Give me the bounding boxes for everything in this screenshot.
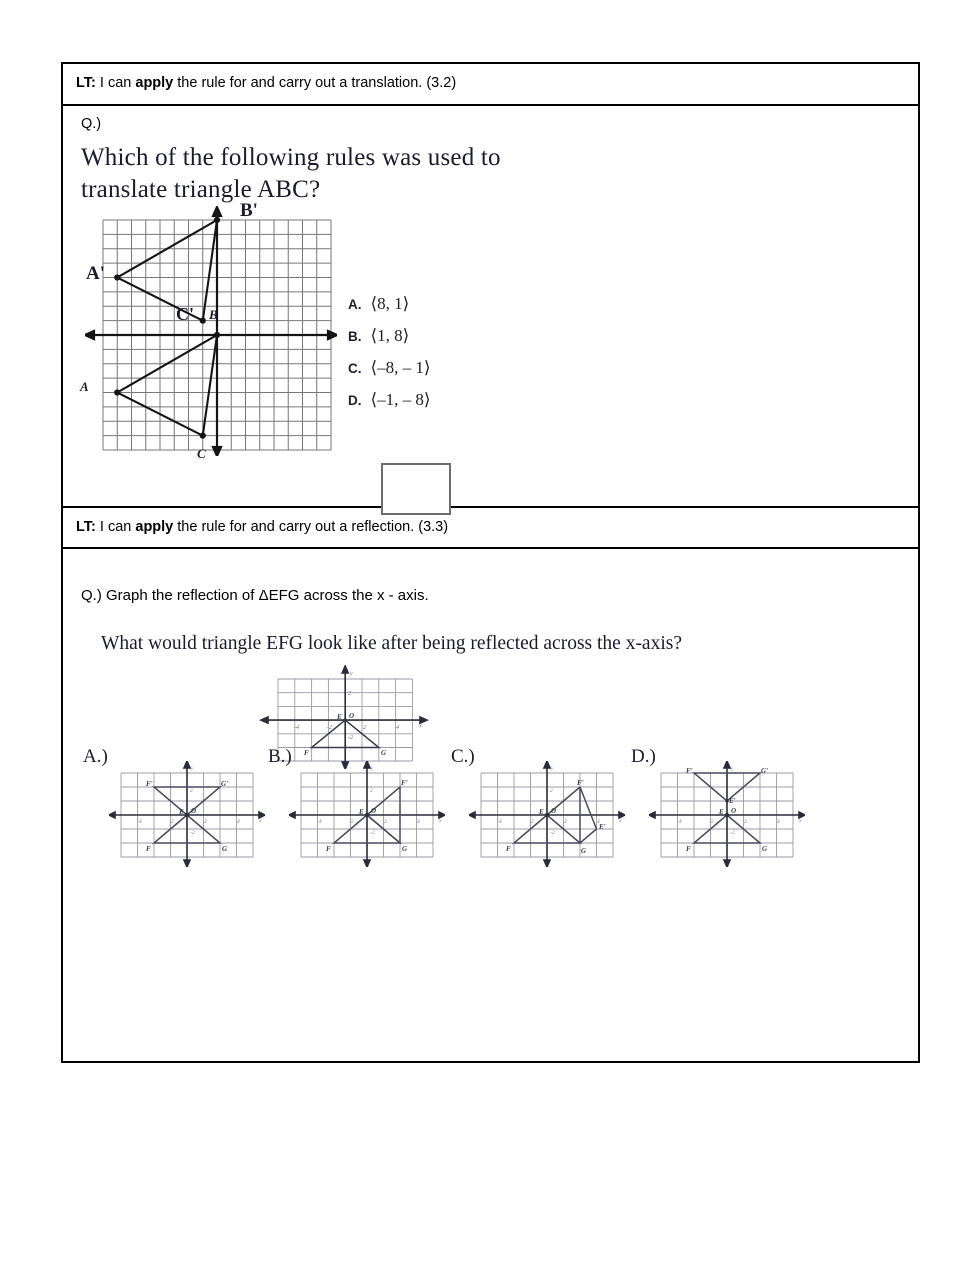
graph-label-c-prime: C' [176, 303, 194, 324]
svg-text:-2: -2 [349, 819, 354, 826]
svg-text:2: 2 [348, 691, 351, 698]
svg-text:4: 4 [597, 819, 600, 826]
option-b-label: B.) [268, 746, 292, 768]
svg-text:G: G [762, 845, 768, 854]
svg-text:-2: -2 [529, 819, 534, 826]
svg-text:2: 2 [744, 819, 747, 826]
translation-answer-box[interactable] [381, 463, 451, 515]
graph-label-a-prime: A' [86, 262, 105, 284]
svg-text:4: 4 [417, 819, 420, 826]
choice-a-value: ⟨8, 1⟩ [370, 293, 410, 313]
svg-text:2: 2 [190, 788, 193, 795]
graph-label-c: C [197, 445, 206, 461]
svg-text:-2: -2 [348, 735, 353, 742]
svg-text:E': E' [599, 823, 606, 832]
svg-text:x: x [799, 818, 802, 825]
svg-text:-2: -2 [169, 819, 174, 826]
svg-text:y: y [371, 766, 374, 773]
reflection-question-stem: What would triangle EFG look like after being reflected across the x-axis? [101, 633, 683, 655]
svg-text:F: F [146, 845, 151, 854]
svg-text:2: 2 [564, 819, 567, 826]
svg-text:F: F [304, 749, 309, 758]
choice-c-letter: C. [348, 360, 362, 376]
svg-text:O: O [191, 807, 197, 816]
reflection-question-text: Q.) Graph the reflection of ΔEFG across the x - axis. [81, 587, 429, 605]
learning-target-translation [63, 64, 918, 106]
svg-text:-2: -2 [370, 830, 375, 837]
svg-text:F: F [326, 845, 331, 854]
svg-text:G': G' [761, 767, 768, 776]
choice-d-letter: D. [348, 392, 362, 408]
svg-text:O: O [371, 807, 377, 816]
svg-text:-2: -2 [190, 830, 195, 837]
svg-text:E: E [539, 808, 544, 817]
svg-text:2: 2 [384, 819, 387, 826]
translation-coordinate-graph [85, 206, 337, 456]
graph-label-b: B [209, 306, 218, 322]
svg-text:G: G [381, 749, 387, 758]
svg-text:2: 2 [550, 788, 553, 795]
reflection-option-a-graph[interactable] [109, 761, 265, 867]
svg-text:x: x [259, 818, 262, 825]
svg-text:G: G [581, 847, 587, 856]
svg-text:G: G [402, 845, 408, 854]
option-a-label: A.) [83, 746, 108, 768]
svg-text:O: O [349, 712, 355, 721]
lt-text-before-2: I can [95, 518, 136, 535]
svg-text:-4: -4 [294, 725, 299, 732]
svg-text:F': F' [577, 779, 584, 788]
svg-text:2: 2 [363, 725, 366, 732]
svg-text:F: F [506, 845, 511, 854]
lt-text-after: the rule for and carry out a translation. (3.2) [173, 75, 457, 91]
svg-text:F': F' [401, 779, 408, 788]
choice-c-value: ⟨–8, – 1⟩ [370, 357, 431, 377]
svg-text:2: 2 [370, 788, 373, 795]
svg-text:E': E' [729, 797, 736, 806]
svg-text:F: F [686, 845, 691, 854]
translation-answer-choices [348, 294, 431, 422]
svg-text:O: O [551, 807, 557, 816]
svg-text:y: y [551, 766, 554, 773]
choice-a[interactable] [348, 294, 431, 314]
svg-text:-2: -2 [709, 819, 714, 826]
svg-text:E: E [359, 808, 364, 817]
choice-d[interactable] [348, 390, 431, 410]
lt-tag: LT: [76, 75, 96, 91]
graph-label-a: A [80, 378, 89, 394]
svg-text:F': F' [146, 780, 153, 789]
choice-d-value: ⟨–1, – 8⟩ [370, 389, 431, 409]
learning-target-reflection [63, 508, 918, 550]
svg-text:2: 2 [204, 819, 207, 826]
svg-text:-4: -4 [137, 819, 142, 826]
svg-text:4: 4 [777, 819, 780, 826]
svg-text:x: x [619, 818, 622, 825]
option-d-label: D.) [631, 746, 656, 768]
svg-text:G: G [222, 845, 228, 854]
svg-text:-2: -2 [327, 725, 332, 732]
lt-keyword-2: apply [135, 518, 174, 535]
translation-question-body [63, 106, 918, 508]
svg-text:4: 4 [237, 819, 240, 826]
svg-text:E: E [719, 808, 724, 817]
reflection-option-c-graph[interactable] [469, 761, 625, 867]
svg-text:-4: -4 [677, 819, 682, 826]
svg-text:O: O [731, 807, 737, 816]
option-c-label: C.) [451, 746, 475, 768]
lt-keyword: apply [135, 75, 174, 91]
svg-text:E: E [179, 808, 184, 817]
choice-c[interactable] [348, 358, 431, 378]
svg-text:4: 4 [396, 725, 399, 732]
svg-text:y: y [191, 766, 194, 773]
worksheet-table [61, 62, 920, 1063]
question-marker-translation: Q.) [81, 115, 102, 132]
lt-text-before: I can [95, 75, 136, 91]
svg-text:x: x [439, 818, 442, 825]
reflection-question-body [63, 549, 918, 1061]
reflection-option-b-graph[interactable] [289, 761, 445, 867]
lt-tag-2: LT: [76, 518, 96, 535]
choice-a-letter: A. [348, 296, 362, 312]
graph-label-b-prime: B' [240, 199, 258, 221]
translation-question-stem: Which of the following rules was used to translate triangle ABC? [81, 143, 501, 203]
svg-text:-4: -4 [497, 819, 502, 826]
svg-text:F': F' [686, 767, 693, 776]
svg-text:-4: -4 [317, 819, 322, 826]
svg-text:x: x [419, 723, 422, 730]
reflection-option-d-graph[interactable] [649, 761, 805, 867]
choice-b-value: ⟨1, 8⟩ [370, 325, 410, 345]
choice-b[interactable] [348, 326, 431, 346]
svg-text:-2: -2 [550, 830, 555, 837]
svg-text:E: E [337, 713, 342, 722]
svg-text:y: y [350, 671, 353, 678]
lt-text-after-2: the rule for and carry out a reflection. (3.3) [173, 518, 449, 535]
svg-text:y: y [731, 766, 734, 773]
choice-b-letter: B. [348, 328, 362, 344]
svg-text:G': G' [221, 780, 228, 789]
svg-text:-2: -2 [730, 830, 735, 837]
